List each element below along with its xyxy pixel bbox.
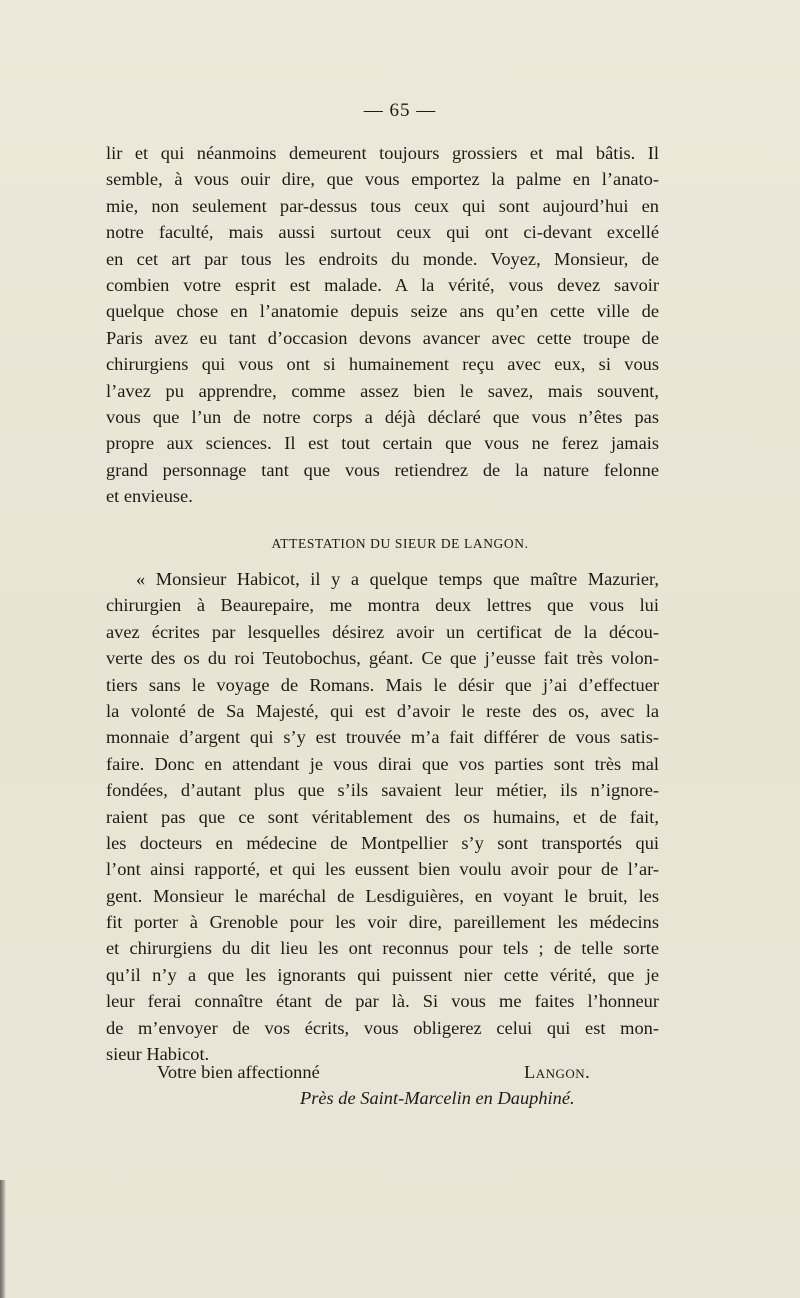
text-line: de m’envoyer de vos écrits, vous obligerez celui qui est mon- [106, 1017, 659, 1038]
text-line: chirurgiens qui vous ont si humainement reçu avec eux, si vous [106, 354, 659, 375]
text-line: et envieuse. [106, 486, 193, 507]
text-line: Paris avez eu tant d’occasion devons avancer avec cette troupe de [106, 327, 659, 348]
text-line: lir et qui néanmoins demeurent toujours grossiers et mal bâtis. Il [106, 143, 659, 163]
signature: Langon. [524, 1062, 591, 1082]
text-line: raient pas que ce sont véritablement des os humains, et de fait, [106, 806, 659, 827]
page-edge-shadow [0, 1180, 6, 1298]
paragraph-2 [106, 566, 659, 1067]
text-line: semble, à vous ouir dire, que vous emportez la palme en l’anato- [106, 169, 659, 190]
text-line: notre faculté, mais aussi surtout ceux qui ont ci-devant excellé [106, 222, 659, 243]
text-line: grand personnage tant que vous retiendrez de la nature felonne [106, 459, 659, 480]
text-line: qu’il n’y a que les ignorants qui puissent nier cette vérité, que je [106, 964, 659, 985]
place-line: Près de Saint-Marcelin en Dauphiné. [300, 1088, 575, 1108]
text-line: vous que l’un de notre corps a déjà déclaré que vous n’êtes pas [106, 406, 659, 427]
section-heading: ATTESTATION DU SIEUR DE LANGON. [271, 536, 529, 551]
text-line: gent. Monsieur le maréchal de Lesdiguières, en voyant le bruit, les [106, 885, 659, 906]
text-line: sieur Habicot. [106, 1044, 210, 1065]
text-line: combien votre esprit est malade. A la vérité, vous devez savoir [106, 274, 659, 295]
text-line: l’avez pu apprendre, comme assez bien le savez, mais souvent, [106, 380, 659, 401]
text-line: propre aux sciences. Il est tout certain que vous ne ferez jamais [106, 433, 659, 454]
text-line: quelque chose en l’anatomie depuis seize ans qu’en cette ville de [106, 301, 659, 322]
text-line: fondées, d’autant plus que s’ils savaient leur métier, ils n’ignore- [106, 780, 659, 801]
text-line: monnaie d’argent qui s’y est trouvée m’a fait différer de vous satis- [106, 727, 659, 748]
paragraph-1 [106, 140, 659, 509]
text-line: avez écrites par lesquelles désirez avoir un certificat de la décou- [106, 621, 659, 642]
text-line: l’ont ainsi rapporté, et qui les eussent bien voulu avoir pour de l’ar- [106, 859, 659, 880]
text-line: tiers sans le voyage de Romans. Mais le désir que j’ai d’effectuer [106, 674, 659, 695]
page-number: — 65 — [363, 100, 437, 121]
closing-phrase: Votre bien affectionné [157, 1062, 320, 1082]
text-line: les docteurs en médecine de Montpellier s’y sont transportés qui [106, 832, 659, 853]
text-line: et chirurgiens du dit lieu les ont reconnus pour tels ; de telle sorte [106, 938, 659, 959]
text-line: leur ferai connaître étant de par là. Si vous me faites l’honneur [106, 991, 659, 1012]
text-line: verte des os du roi Teutobochus, géant. Ce que j’eusse fait très volon- [106, 648, 659, 669]
text-line: mie, non seulement par-dessus tous ceux qui sont aujourd’hui en [106, 195, 659, 216]
text-line: chirurgien à Beaurepaire, me montra deux lettres que vous lui [106, 595, 659, 616]
text-line: « Monsieur Habicot, il y a quelque temps que maître Mazurier, [136, 569, 659, 589]
text-line: faire. Donc en attendant je vous dirai que vos parties sont très mal [106, 753, 659, 774]
text-line: en cet art par tous les endroits du monde. Voyez, Monsieur, de [106, 248, 659, 269]
text-line: fit porter à Grenoble pour les voir dire, pareillement les médecins [106, 912, 659, 933]
text-line: la volonté de Sa Majesté, qui est d’avoir le reste des os, avec la [106, 700, 659, 721]
